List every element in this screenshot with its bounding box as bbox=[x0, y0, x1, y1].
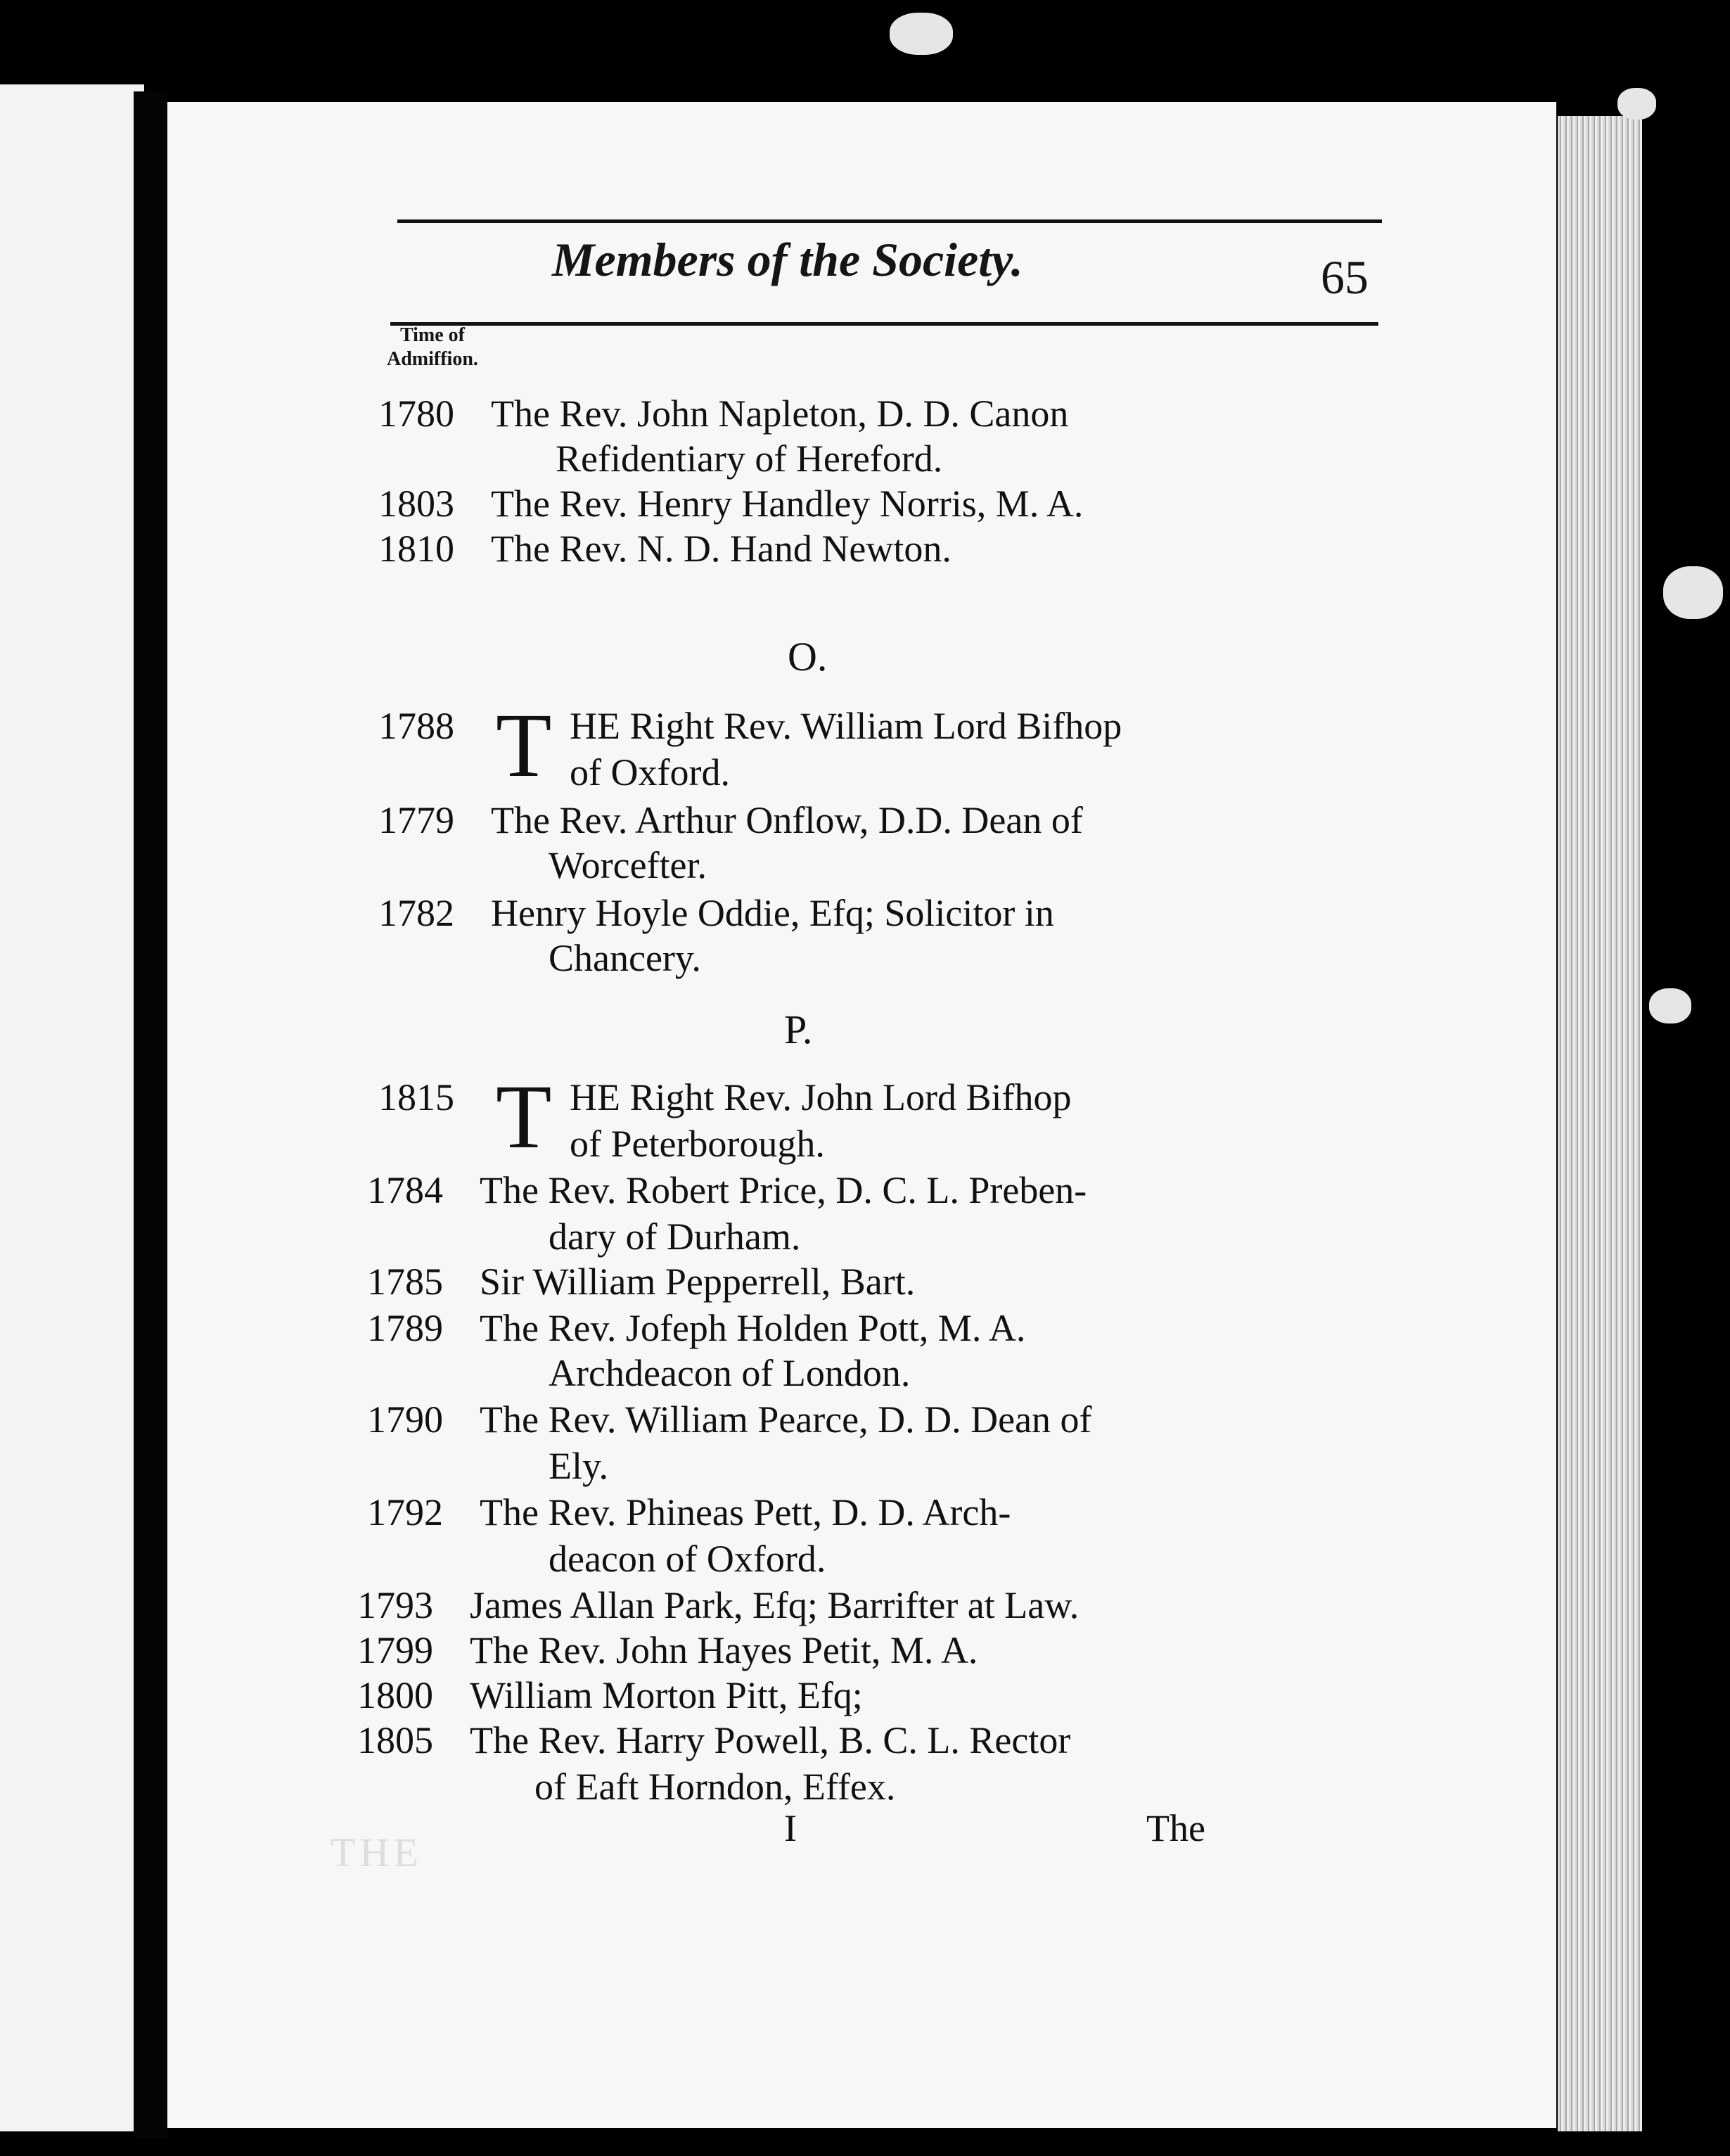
list-item bbox=[367, 1306, 1025, 1351]
entry-text: Archdeacon of London. bbox=[549, 1352, 911, 1394]
entry-year: 1784 bbox=[367, 1169, 443, 1211]
entry-text: The Rev. John Hayes Petit, M. A. bbox=[470, 1629, 978, 1671]
section-heading-p: P. bbox=[784, 1007, 813, 1052]
paper-fragment bbox=[1617, 88, 1656, 120]
list-item bbox=[367, 1259, 915, 1304]
entry-text: The Rev. Jofeph Holden Pott, M. A. bbox=[480, 1307, 1026, 1349]
list-item bbox=[378, 481, 1083, 526]
entry-year: 1793 bbox=[357, 1584, 433, 1626]
list-item-continuation bbox=[570, 750, 730, 795]
entry-text: Refidentiary of Hereford. bbox=[556, 438, 943, 480]
list-item bbox=[357, 1718, 1070, 1763]
list-item-continuation bbox=[549, 1351, 910, 1396]
book-gutter bbox=[134, 91, 167, 2138]
list-item-continuation bbox=[570, 1121, 825, 1166]
list-item bbox=[378, 891, 1054, 936]
header-rule-bottom bbox=[390, 322, 1378, 326]
list-item-text bbox=[570, 1075, 1071, 1120]
entry-text: Henry Hoyle Oddie, Efq; Solicitor in bbox=[491, 892, 1054, 934]
list-item bbox=[378, 391, 1068, 436]
entry-text: James Allan Park, Efq; Barrifter at Law. bbox=[470, 1584, 1079, 1626]
entry-year: 1803 bbox=[378, 483, 454, 525]
header-rule-top bbox=[397, 219, 1382, 223]
entry-text: The Rev. Phineas Pett, D. D. Arch- bbox=[480, 1491, 1011, 1533]
entry-text: deacon of Oxford. bbox=[549, 1538, 826, 1580]
page-edges bbox=[1558, 116, 1642, 2131]
list-item-continuation bbox=[549, 936, 701, 981]
paper-fragment bbox=[1649, 988, 1691, 1023]
entry-text: The Rev. Henry Handley Norris, M. A. bbox=[491, 483, 1084, 525]
list-item bbox=[357, 1628, 978, 1673]
list-item-text bbox=[570, 703, 1122, 748]
column-header-line2: Admiffion. bbox=[387, 348, 478, 370]
entry-text: of Peterborough. bbox=[570, 1123, 825, 1165]
list-item bbox=[367, 1168, 1087, 1213]
entry-year: 1785 bbox=[367, 1261, 443, 1303]
list-item bbox=[378, 703, 454, 748]
entry-year: 1782 bbox=[378, 892, 454, 934]
drop-cap: T bbox=[496, 1066, 552, 1168]
dark-background bbox=[1642, 106, 1730, 2156]
running-title: Members of the Society. bbox=[552, 233, 1023, 286]
column-header bbox=[387, 324, 478, 371]
column-header-line1: Time of bbox=[399, 324, 465, 346]
entry-text: Ely. bbox=[549, 1445, 608, 1487]
entry-year: 1792 bbox=[367, 1491, 443, 1533]
list-item-continuation bbox=[534, 1764, 895, 1809]
entry-year: 1800 bbox=[357, 1674, 433, 1716]
entry-text: The Rev. N. D. Hand Newton. bbox=[491, 528, 952, 570]
entry-year: 1790 bbox=[367, 1398, 443, 1441]
entry-text: Worcefter. bbox=[549, 844, 707, 886]
catchword: The bbox=[1146, 1807, 1205, 1849]
entry-year: 1799 bbox=[357, 1629, 433, 1671]
list-item-continuation bbox=[556, 436, 942, 481]
list-item bbox=[378, 526, 952, 571]
entry-text: William Morton Pitt, Efq; bbox=[470, 1674, 863, 1716]
entry-year: 1810 bbox=[378, 528, 454, 570]
list-item-continuation bbox=[549, 1443, 608, 1488]
entry-year: 1780 bbox=[378, 393, 454, 435]
section-heading-o: O. bbox=[788, 634, 828, 680]
entry-year: 1815 bbox=[378, 1076, 454, 1118]
left-page-edge bbox=[0, 84, 144, 2131]
list-item bbox=[367, 1490, 1011, 1535]
entry-text: HE Right Rev. William Lord Bifhop bbox=[570, 705, 1122, 747]
list-item bbox=[357, 1673, 863, 1718]
paper-fragment bbox=[890, 13, 953, 55]
entry-text: of Eaft Horndon, Effex. bbox=[534, 1766, 896, 1808]
page-number: 65 bbox=[1321, 250, 1369, 304]
entry-text: The Rev. William Pearce, D. D. Dean of bbox=[480, 1398, 1092, 1441]
entry-text: The Rev. Robert Price, D. C. L. Preben- bbox=[480, 1169, 1087, 1211]
entry-year: 1779 bbox=[378, 799, 454, 841]
list-item-continuation bbox=[549, 1214, 800, 1259]
entry-text: The Rev. Arthur Onflow, D.D. Dean of bbox=[491, 799, 1083, 841]
list-item bbox=[367, 1397, 1092, 1442]
drop-cap: T bbox=[496, 695, 552, 796]
entry-text: Chancery. bbox=[549, 937, 701, 979]
entry-year: 1789 bbox=[367, 1307, 443, 1349]
signature-mark: I bbox=[784, 1807, 797, 1849]
list-item-continuation bbox=[549, 843, 707, 888]
entry-text: HE Right Rev. John Lord Bifhop bbox=[570, 1076, 1072, 1118]
list-item-continuation bbox=[549, 1536, 826, 1581]
bleed-through-text: THE bbox=[331, 1830, 423, 1875]
entry-text: of Oxford. bbox=[570, 751, 730, 793]
entry-text: The Rev. John Napleton, D. D. Canon bbox=[491, 393, 1069, 435]
entry-text: The Rev. Harry Powell, B. C. L. Rector bbox=[470, 1719, 1071, 1761]
list-item bbox=[357, 1583, 1079, 1628]
list-item bbox=[378, 798, 1083, 843]
list-item bbox=[378, 1075, 454, 1120]
entry-text: dary of Durham. bbox=[549, 1216, 801, 1258]
entry-year: 1805 bbox=[357, 1719, 433, 1761]
entry-text: Sir William Pepperrell, Bart. bbox=[480, 1261, 916, 1303]
entry-year: 1788 bbox=[378, 705, 454, 747]
paper-fragment bbox=[1663, 566, 1723, 619]
